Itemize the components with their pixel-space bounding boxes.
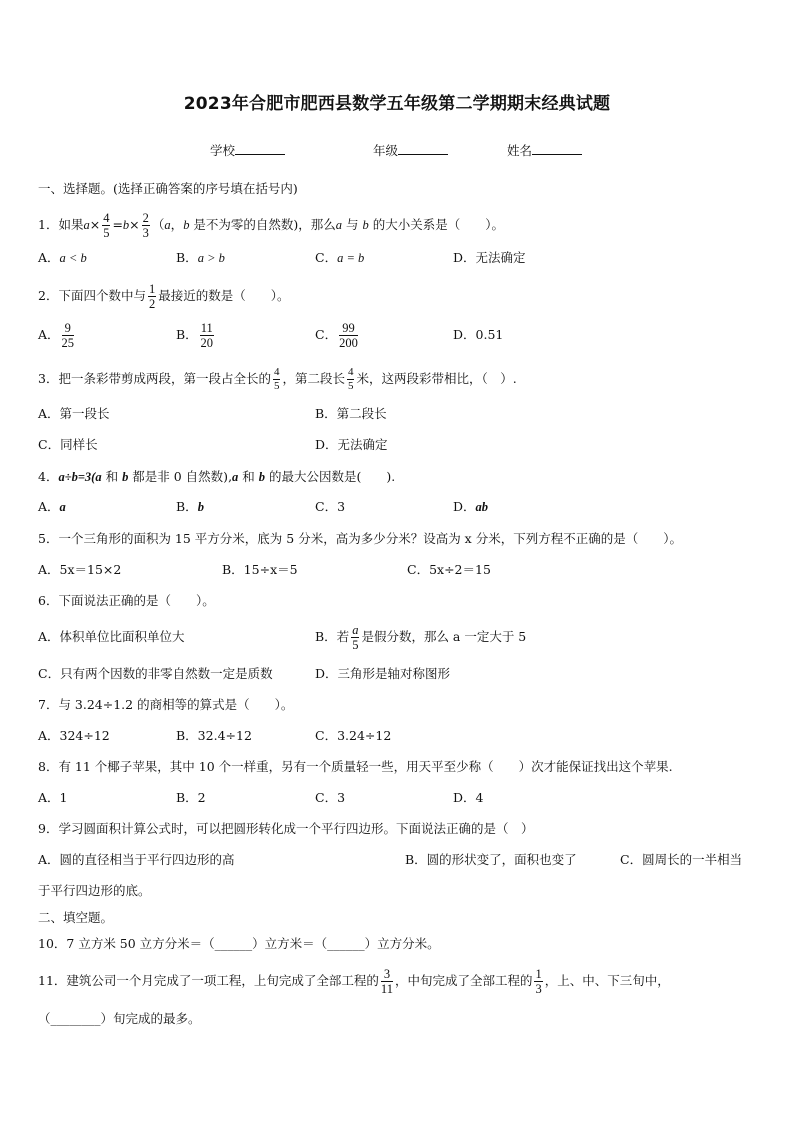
q3-fraction-2: $\frac{4}{5}$ — [347, 366, 354, 392]
q2-option-b[interactable]: B． $\frac{11}{20}$ — [176, 320, 213, 350]
name-blank[interactable] — [532, 142, 582, 155]
q2-option-d[interactable]: D．0.51 — [453, 327, 504, 342]
q5-option-a[interactable]: A．5x＝15×2 — [38, 562, 122, 577]
q1-fraction-2: $\frac{2}{3}$ — [142, 210, 149, 240]
question-6: 6．下面说法正确的是（ ）。 — [38, 593, 215, 608]
q9-option-a[interactable]: A．圆的直径相当于平行四边形的高 — [38, 852, 235, 867]
q6-option-d[interactable]: D．三角形是轴对称图形 — [315, 666, 451, 681]
question-4: 4．a÷b=3(a 和 b 都是非 0 自然数),a 和 b 的最大公因数是( ). — [38, 469, 396, 484]
question-7: 7．与 3.24÷1.2 的商相等的算式是（ ）。 — [38, 697, 294, 712]
q8-option-a[interactable]: A．1 — [38, 790, 68, 805]
q7-option-a[interactable]: A．324÷12 — [38, 728, 110, 743]
question-5: 5．一个三角形的面积为 15 平方分米，底为 5 分米，高为多少分米？设高为 x 分米，下列方程不正确的是（ ）。 — [38, 531, 682, 546]
q7-option-b[interactable]: B．32.4÷12 — [176, 728, 252, 743]
q1-number: 1．如果 — [38, 217, 84, 232]
q5-option-b[interactable]: B．15÷x＝5 — [222, 562, 298, 577]
q8-option-d[interactable]: D．4 — [453, 790, 484, 805]
q6-option-a[interactable]: A．体积单位比面积单位大 — [38, 629, 185, 644]
q2-fraction: $\frac{1}{2}$ — [148, 281, 156, 311]
question-11-line-2: （________）旬完成的最多。 — [38, 1011, 201, 1026]
q1-option-c[interactable]: C．a = b — [315, 250, 365, 265]
section-two-heading: 二、填空题。 — [38, 910, 114, 925]
q1-option-a[interactable]: A．a < b — [38, 250, 87, 265]
q4-option-b[interactable]: B．b — [176, 499, 204, 514]
q11-fraction-2: $\frac{1}{3}$ — [535, 966, 542, 996]
q3-fraction-1: $\frac{4}{5}$ — [273, 366, 280, 392]
question-3: 3．把一条彩带剪成两段，第一段占全长的 $\frac{4}{5}$ ，第二段长 $\frac{4}{5}$ 米，这两段彩带相比，（ ）. — [38, 366, 517, 392]
q2-option-a[interactable]: A． $\frac{9}{25}$ — [38, 320, 75, 350]
page-title: 2023年合肥市肥西县数学五年级第二学期期末经典试题 — [183, 94, 611, 114]
q1-option-d[interactable]: D．无法确定 — [453, 250, 526, 265]
q11-fraction-1: $\frac{3}{11}$ — [380, 966, 393, 996]
question-11: 11．建筑公司一个月完成了一项工程，上旬完成了全部工程的 $\frac{3}{11}$ ，中旬完成了全部工程的 $\frac{1}{3}$ ，上、中、下三旬中， — [38, 966, 670, 996]
q1-times-2: × — [129, 217, 140, 232]
section-one-heading: 一、选择题。(选择正确答案的序号填在括号内) — [38, 181, 298, 196]
grade-field — [373, 141, 448, 159]
q3-option-d[interactable]: D．无法确定 — [315, 437, 388, 452]
school-blank[interactable] — [235, 142, 285, 155]
school-field — [210, 141, 285, 159]
q4-option-c[interactable]: C．3 — [315, 499, 346, 514]
q1-option-b[interactable]: B．a > b — [176, 250, 225, 265]
q7-option-c[interactable]: C．3.24÷12 — [315, 728, 392, 743]
q8-option-b[interactable]: B．2 — [176, 790, 206, 805]
q6-option-b[interactable]: B．若 $\frac{a}{5}$ 是假分数，那么 a 一定大于 5 — [315, 622, 527, 652]
q9-option-c[interactable]: C．圆周长的一半相当 — [620, 852, 743, 867]
question-1: 1．如果a× $\frac{4}{5}$ =b× $\frac{2}{3}$ （a，b 是不为零的自然数)，那么a 与 b 的大小关系是（ ）。 — [38, 210, 504, 240]
q3-option-b[interactable]: B．第二段长 — [315, 406, 387, 421]
q1-var-a: a — [83, 218, 90, 232]
q6-option-c[interactable]: C．只有两个因数的非零自然数一定是质数 — [38, 666, 273, 681]
q1-times-1: × — [89, 217, 101, 232]
school-label: 学校 — [210, 143, 236, 158]
name-field — [507, 141, 582, 159]
q9-option-b[interactable]: B．圆的形状变了，面积也变了 — [405, 852, 577, 867]
question-8: 8．有 11 个椰子苹果，其中 10 个一样重，另有一个质量轻一些，用天平至少称（ ）次才能保证找出这个苹果. — [38, 759, 673, 774]
question-10: 10．7 立方米 50 立方分米＝（______）立方米＝（______）立方分米。 — [38, 936, 440, 951]
name-label: 姓名 — [507, 143, 533, 158]
q4-option-a[interactable]: A．a — [38, 499, 66, 514]
q4-option-d[interactable]: D．ab — [453, 499, 489, 514]
q1-equals: = — [112, 217, 123, 232]
q3-option-a[interactable]: A．第一段长 — [38, 406, 110, 421]
q1-fraction-1: $\frac{4}{5}$ — [103, 210, 110, 240]
q9-option-c-continued: 于平行四边形的底。 — [38, 883, 151, 898]
question-2: 2．下面四个数中与 $\frac{1}{2}$ 最接近的数是（ ）。 — [38, 281, 290, 311]
q1-var-b: b — [122, 218, 130, 232]
q3-option-c[interactable]: C．同样长 — [38, 437, 98, 452]
q8-option-c[interactable]: C．3 — [315, 790, 346, 805]
question-9: 9．学习圆面积计算公式时，可以把圆形转化成一个平行四边形。下面说法正确的是（ ） — [38, 821, 534, 836]
q5-option-c[interactable]: C．5x÷2＝15 — [407, 562, 491, 577]
q2-option-c[interactable]: C． $\frac{99}{200}$ — [315, 320, 358, 350]
grade-label: 年级 — [373, 143, 399, 158]
grade-blank[interactable] — [398, 142, 448, 155]
